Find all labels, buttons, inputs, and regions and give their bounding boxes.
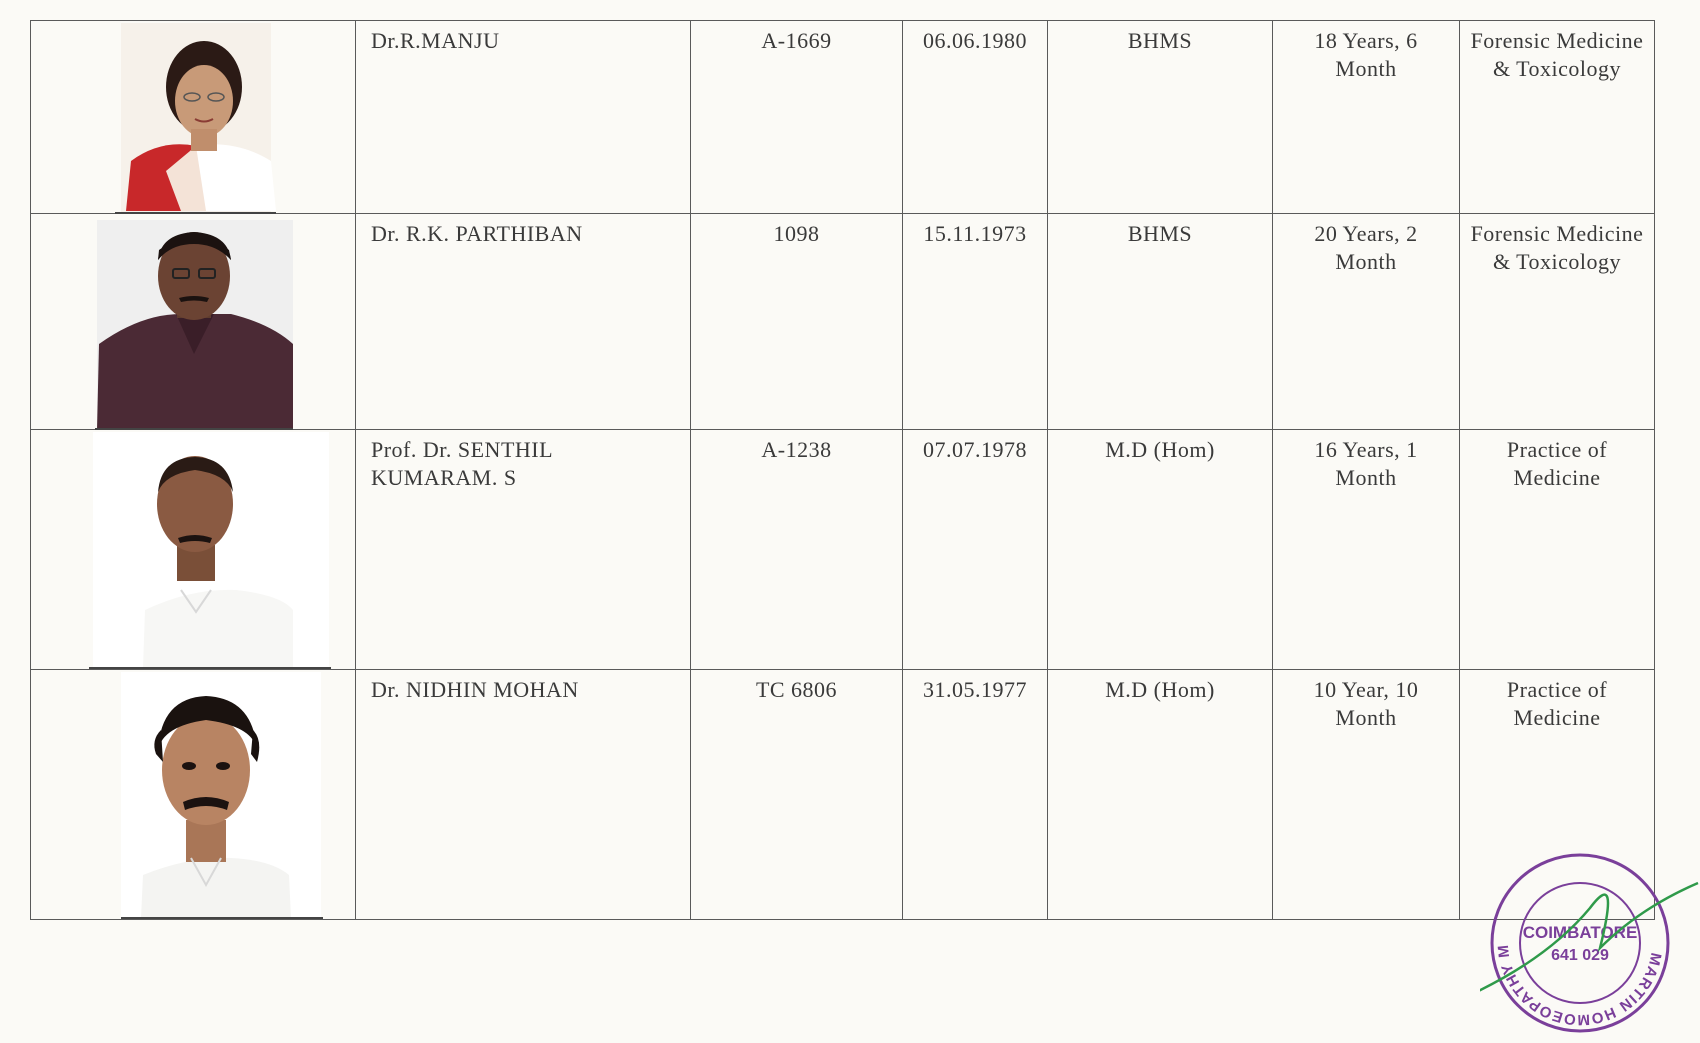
name-cell: Dr.R.MANJU [356,21,691,214]
faculty-table [30,20,1655,920]
department-cell: Forensic Medicine & Toxicology [1460,21,1655,214]
experience-cell: 10 Year, 10 Month [1273,670,1460,920]
photo-cell [31,214,356,430]
college-seal [1480,848,1700,1038]
experience-cell: 20 Years, 2 Month [1273,214,1460,430]
svg-text:641 029: 641 029 [1551,947,1609,964]
table-row [31,214,1655,430]
table-row [31,21,1655,214]
experience-cell: 18 Years, 6 Month [1273,21,1460,214]
qualification-cell: BHMS [1048,21,1273,214]
qualification-cell: M.D (Hom) [1048,670,1273,920]
qualification-cell: M.D (Hom) [1048,430,1273,670]
photo-cell [31,21,356,214]
dob-cell: 06.06.1980 [903,21,1048,214]
photo-cell [31,430,356,670]
registration-cell: TC 6806 [691,670,903,920]
svg-text:MARTIN HOMOEOPATHY MEDICAL COL: MARTIN HOMOEOPATHY M [1494,943,1665,1029]
name-cell: Prof. Dr. SENTHIL KUMARAM. S [356,430,691,670]
department-cell: Practice of Medicine [1460,430,1655,670]
dob-cell: 07.07.1978 [903,430,1048,670]
department-cell: Practice of Medicine [1460,670,1655,920]
table-row [31,430,1655,670]
name-cell: Dr. NIDHIN MOHAN [356,670,691,920]
dob-cell: 15.11.1973 [903,214,1048,430]
department-cell: Forensic Medicine & Toxicology [1460,214,1655,430]
registration-cell: A-1238 [691,430,903,670]
svg-text:COIMBATORE: COIMBATORE [1522,923,1638,942]
dob-cell: 31.05.1977 [903,670,1048,920]
registration-cell: A-1669 [691,21,903,214]
photo-cell [31,670,356,920]
registration-cell: 1098 [691,214,903,430]
table-row [31,670,1655,920]
experience-cell: 16 Years, 1 Month [1273,430,1460,670]
qualification-cell: BHMS [1048,214,1273,430]
name-cell: Dr. R.K. PARTHIBAN [356,214,691,430]
